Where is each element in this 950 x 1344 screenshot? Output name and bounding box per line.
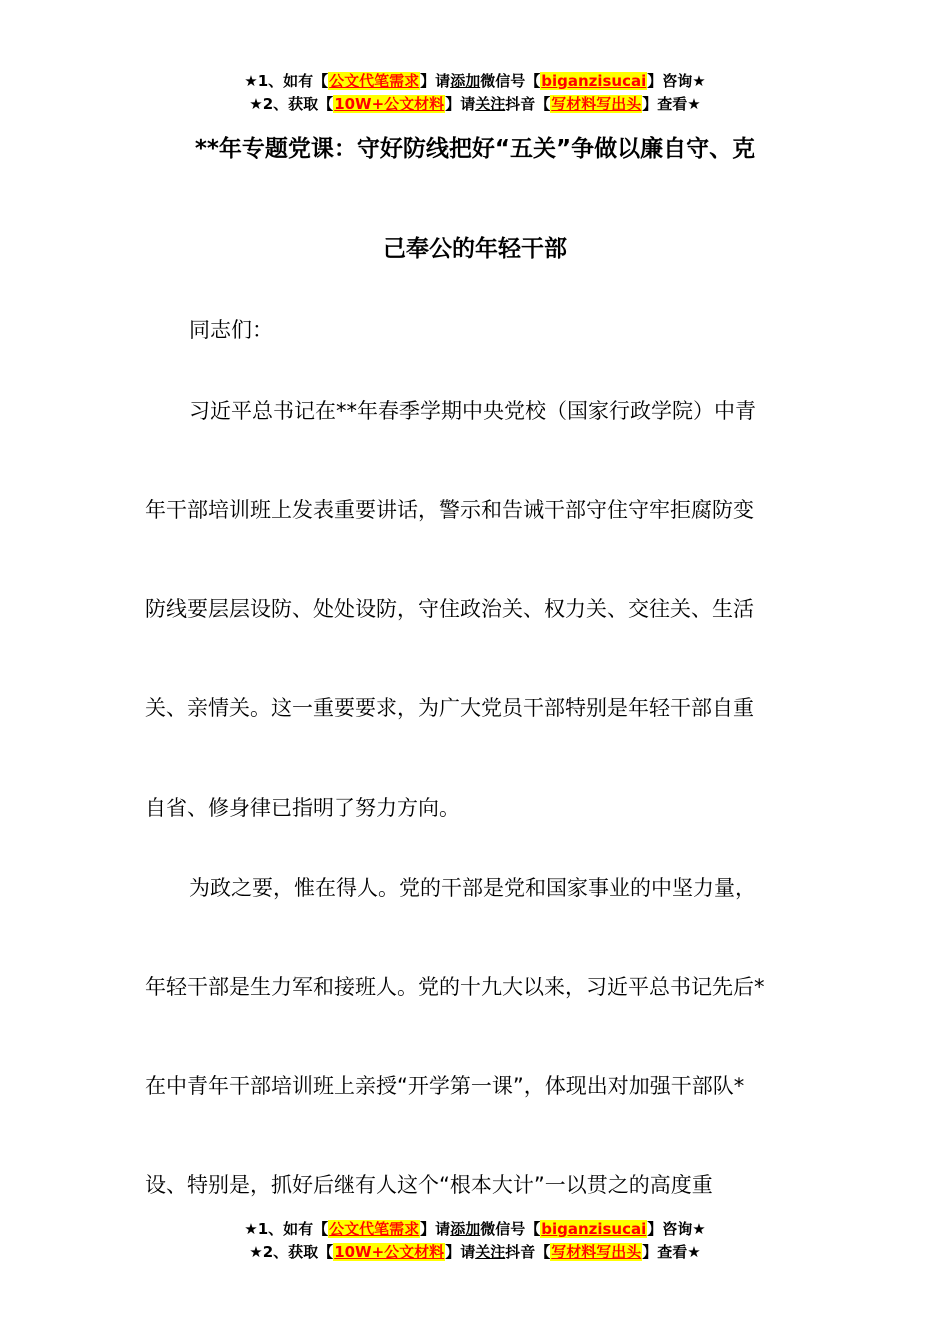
body-line: 防线要层层设防、处处设防，守住政治关、权力关、交往关、生活 — [145, 597, 754, 621]
banner-text: 抖音【 — [505, 1243, 551, 1261]
footer-banner — [0, 1218, 950, 1264]
highlight-service: 公文代笔需求 — [329, 1220, 420, 1238]
banner-text: 】查看★ — [642, 95, 701, 113]
banner-line-1 — [0, 1218, 950, 1241]
body-line: 关、亲情关。这一重要要求，为广大党员干部特别是年轻干部自重 — [145, 696, 754, 720]
banner-emphasis: 关注 — [475, 1243, 506, 1261]
highlight-wechat-id: biganzisucai — [541, 72, 647, 90]
body-line: 自省、修身律已指明了努力方向。 — [145, 796, 460, 820]
body-line: 为政之要，惟在得人。党的干部是党和国家事业的中坚力量， — [189, 876, 756, 900]
banner-text: 抖音【 — [505, 95, 551, 113]
highlight-materials: 10W+公文材料 — [334, 95, 445, 113]
banner-line-2 — [0, 1241, 950, 1264]
banner-text: 】请 — [445, 95, 476, 113]
salutation: 同志们： — [189, 318, 273, 342]
highlight-douyin-account: 写材料写出头 — [551, 95, 642, 113]
header-banner — [0, 70, 950, 116]
body-line: 在中青年干部培训班上亲授“开学第一课”，体现出对加强干部队* — [145, 1074, 745, 1098]
highlight-wechat-id: biganzisucai — [541, 1220, 647, 1238]
banner-text: ★2、获取【 — [249, 95, 334, 113]
banner-text: 】查看★ — [642, 1243, 701, 1261]
body-line: 设、特别是，抓好后继有人这个“根本大计”一以贯之的高度重 — [145, 1173, 713, 1197]
banner-text: 微信号【 — [480, 72, 541, 90]
banner-text: 】咨询★ — [647, 1220, 706, 1238]
banner-text: 】请 — [445, 1243, 476, 1261]
body-line: 习近平总书记在**年春季学期中央党校（国家行政学院）中青 — [189, 399, 756, 423]
banner-line-2 — [0, 93, 950, 116]
banner-text: ★1、如有【 — [244, 1220, 329, 1238]
banner-emphasis: 添加 — [450, 1220, 481, 1238]
highlight-douyin-account: 写材料写出头 — [551, 1243, 642, 1261]
banner-line-1 — [0, 70, 950, 93]
highlight-service: 公文代笔需求 — [329, 72, 420, 90]
document-title-line-2: 己奉公的年轻干部 — [383, 236, 567, 262]
banner-text: 】咨询★ — [647, 72, 706, 90]
banner-text: ★2、获取【 — [249, 1243, 334, 1261]
highlight-materials: 10W+公文材料 — [334, 1243, 445, 1261]
banner-text: 】请 — [420, 1220, 451, 1238]
banner-text: 微信号【 — [480, 1220, 541, 1238]
banner-emphasis: 添加 — [450, 72, 481, 90]
body-line: 年轻干部是生力军和接班人。党的十九大以来，习近平总书记先后* — [145, 975, 765, 999]
body-line: 年干部培训班上发表重要讲话，警示和告诫干部守住守牢拒腐防变 — [145, 498, 754, 522]
banner-text: 】请 — [420, 72, 451, 90]
banner-emphasis: 关注 — [475, 95, 506, 113]
banner-text: ★1、如有【 — [244, 72, 329, 90]
document-title-line-1: **年专题党课：守好防线把好“五关”争做以廉自守、克 — [194, 136, 756, 162]
